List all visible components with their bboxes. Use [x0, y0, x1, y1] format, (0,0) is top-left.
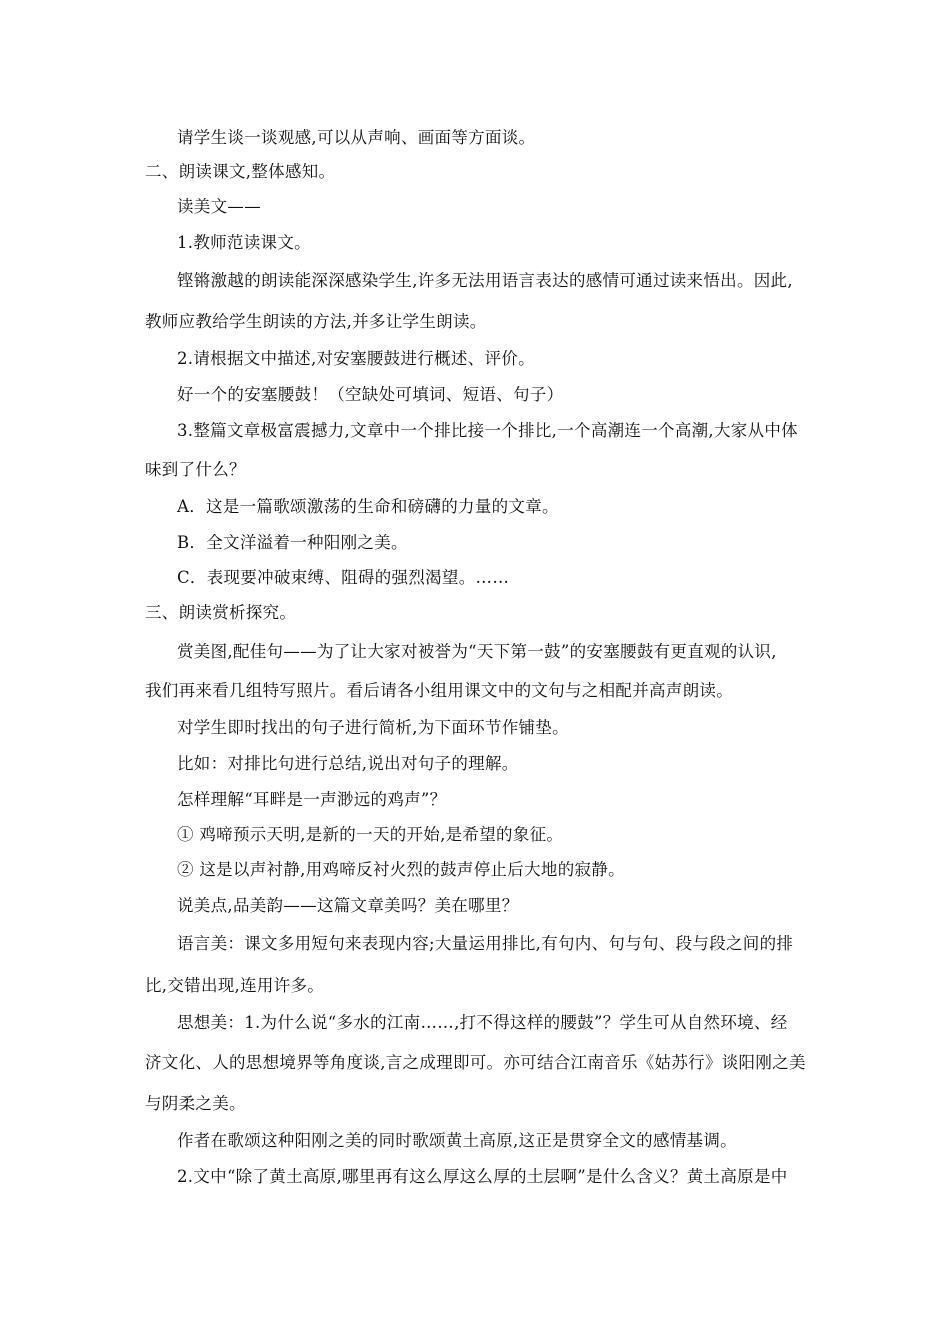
option-a: A．这是一篇歌颂激荡的生命和磅礴的力量的文章。 — [177, 497, 559, 516]
section-heading: 三、朗读赏析探究。 — [145, 603, 297, 622]
paragraph-line: 味到了什么？ — [145, 460, 246, 479]
paragraph-line: 赏美图,配佳句——为了让大家对被誉为“天下第一鼓”的安塞腰鼓有更直观的认识, — [177, 642, 777, 661]
paragraph-line: 请学生谈一谈观感,可以从声响、画面等方面谈。 — [177, 128, 536, 147]
list-item: ② 这是以声衬静,用鸡啼反衬火烈的鼓声停止后大地的寂静。 — [177, 860, 625, 879]
paragraph-line: 语言美：课文多用短句来表现内容;大量运用排比,有句内、句与句、段与段之间的排 — [177, 934, 794, 953]
paragraph-line: 3.整篇文章极富震撼力,文章中一个排比接一个排比,一个高潮连一个高潮,大家从中体 — [177, 421, 798, 440]
paragraph-line: 读美文—— — [177, 197, 261, 216]
paragraph-line: 对学生即时找出的句子进行简析,为下面环节作铺垫。 — [177, 718, 569, 737]
paragraph-line: 与阴柔之美。 — [145, 1094, 246, 1113]
paragraph-line: 我们再来看几组特写照片。看后请各小组用课文中的文句与之相配并高声朗读。 — [145, 681, 733, 700]
list-item: ① 鸡啼预示天明,是新的一天的开始,是希望的象征。 — [177, 825, 564, 844]
paragraph-line: 怎样理解“耳畔是一声渺远的鸡声”？ — [177, 790, 447, 809]
paragraph-line: 作者在歌颂这种阳刚之美的同时歌颂黄土高原,这正是贯穿全文的感情基调。 — [177, 1131, 737, 1150]
paragraph-line: 说美点,品美韵——这篇文章美吗？美在哪里？ — [177, 896, 519, 915]
section-heading: 二、朗读课文,整体感知。 — [145, 162, 336, 181]
paragraph-line: 济文化、人的思想境界等角度谈,言之成理即可。亦可结合江南音乐《姑苏行》谈阳刚之美 — [145, 1053, 806, 1072]
paragraph-line: 比,交错出现,连用许多。 — [145, 976, 325, 995]
option-b: B．全文洋溢着一种阳刚之美。 — [177, 533, 408, 552]
option-c: C．表现要冲破束缚、阻碍的强烈渴望。…… — [177, 568, 510, 587]
paragraph-line: 教师应教给学生朗读的方法,并多让学生朗读。 — [145, 312, 487, 331]
paragraph-line: 比如：对排比句进行总结,说出对句子的理解。 — [177, 754, 519, 773]
paragraph-line: 2.文中“除了黄土高原,哪里再有这么厚这么厚的土层啊”是什么含义？黄土高原是中 — [177, 1167, 788, 1186]
paragraph-line: 铿锵激越的朗读能深深感染学生,许多无法用语言表达的感情可通过读来悟出。因此, — [177, 271, 793, 290]
paragraph-line: 1.教师范读课文。 — [177, 233, 311, 252]
paragraph-line: 2.请根据文中描述,对安塞腰鼓进行概述、评价。 — [177, 349, 535, 368]
paragraph-line: 好一个的安塞腰鼓！（空缺处可填词、短语、句子） — [177, 385, 564, 404]
paragraph-line: 思想美：1.为什么说“多水的江南……,打不得这样的腰鼓”？学生可从自然环境、经 — [177, 1013, 788, 1032]
